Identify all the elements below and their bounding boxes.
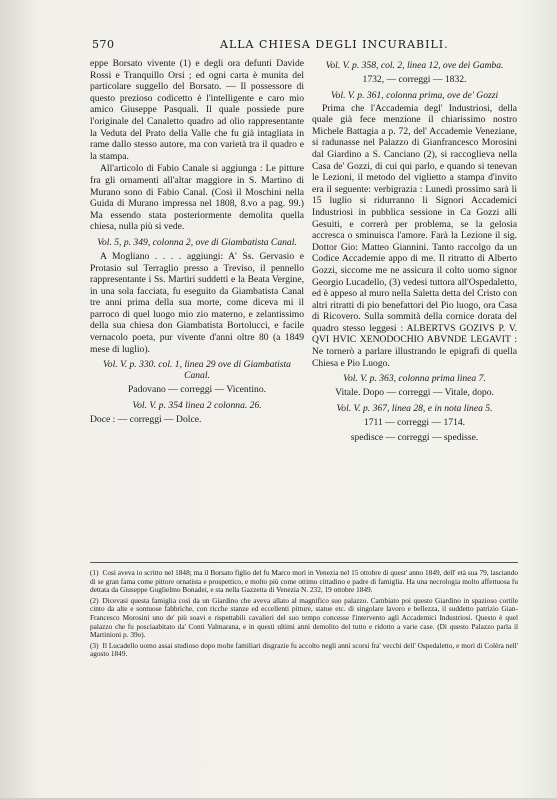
paragraph-fabio-canale: All'articolo di Fabio Canale si aggiunga : Le pitture fra gli ornamenti all'altar maggiore in S. Martino di Murano sono di Fabio Canal. (Così il Moschini nella Guida di Murano impressa nel 1808, 8.vo a pag. 99.) Ma essendo stata posteriormente demolita quella chiesa, nulla più si vede. (90, 163, 304, 233)
footnote-1-text: Così aveva io scritto nel 1848; ma il Borsato figlio del fu Marco morì in Venezia nel 15 ottobre di quest' anno 1849, dell' età sua 79, lasciando di se gran fama come pittore ornatista e prospettico, e molto più come ottimo cittadino e padre di famiglia. Ha una necrologia molto affettuosa fu dettata da Giuseppe Guglielmo Bonadei, e sta nella Gazzetta di Venezia N. 232, 19 ottobre 1849. (90, 568, 518, 595)
correction-vitale: Vitale. Dopo — correggi — Vitale, dopo. (335, 387, 494, 399)
section-heading-vol5-p367: Vol. V. p. 367, linea 28, e in nota linea 5. (336, 402, 493, 414)
footnote-3-text: Il Lucadello uomo assai studioso dopo molte familiari disgrazie fu accolto negli anni scorsi fra' vecchi dell' Ospedaletto, e morì di Colèra nell' agosto 1849. (90, 640, 518, 659)
section-heading-vol5-p354: Vol. V. p. 354 linea 2 colonna. 26. (132, 399, 262, 411)
footnote-3 (90, 642, 518, 659)
footnote-1 (90, 569, 518, 595)
running-title: ALLA CHIESA DEGLI INCURABILI. (220, 38, 449, 51)
paragraph-mogliano: A Mogliano . . . . aggiungi: A' Ss. Gervasio e Protasio sul Terraglio presso a Treviso, il pennello rappresentante i Ss. Martiri suddetti e la Beata Vergine, in una sola facciata, fu eseguito da Giambatista Canal tre anni prima della sua morte, come diceva mi il parroco di quel luogo mio zio materno, e zelantissimo della sua chiesa don Giambatista Bortolucci, e facile vernacolo poeta, pur vivente d'anni oltre 80 (a 1849 mese di luglio). (90, 250, 304, 355)
left-column (90, 58, 304, 429)
page-header (92, 38, 517, 54)
footnote-2 (90, 597, 518, 640)
footnote-2-text: Dicevasi questa famiglia così da un Giardino che aveva allato al magnifico suo palazzo. Cambiato poi questo Giardino in spazioso cortile cinto da alte e sontuose fabbriche, con ricche stanze ed eccellenti pitture, statue etc. di singolare lavoro e bellezza, il suddetto patrizio Gian-Francesco Morosini uno de' più soavi e rispettabili cavalieri del suo tempo concesse l'intervento agli Accademici Industriosi. Questo è quel palazzo che fu posciaabitato da' Conti Valmarana, e in questi ultimi anni demolito del tutto e ridotto a varie case. (Di questo Palazzo parla il Martinioni p. 39o). (90, 595, 518, 640)
correction-spedisce: spedisce — correggi — spedisse. (350, 432, 479, 444)
section-heading-vol5-p361: Vol. V. p. 361, colonna prima, ove de' Gozzi (330, 89, 499, 101)
footnotes (90, 562, 518, 661)
footnote-1-number: (1) (90, 568, 99, 577)
correction-1711: 1711 — correggi — 1714. (363, 416, 466, 428)
footnote-3-number: (3) (90, 640, 99, 650)
section-heading-vol5-p349: Vol. 5, p. 349, colonna 2, ove di Giambatista Canal. (97, 236, 297, 248)
correction-1732: 1732, — correggi — 1832. (362, 74, 467, 85)
correction-doce: Doce : — correggi — Dolce. (90, 413, 202, 425)
correction-padovano: Padovano — correggi — Vicentino. (127, 384, 267, 396)
paragraph-borsato: eppe Borsato vivente (1) e degli ora defunti Davide Rossi e Tranquillo Orsi ; ed ogni carta è munita del particolare suggello del Borsato. — Il possessore di questo prezioso codicetto è l'intelligente e caro mio amico Giuseppe Pasquali. Il quale possiede pure l'originale del Canaletto quadro ad olio rappresentante la Veduta del Prato della Valle che fu già intagliata in rame dallo stesso autore, ma con varietà tra il quadro e la stampa. (90, 58, 304, 162)
section-heading-vol5-p363: Vol. V. p. 363, colonna prima linea 7. (343, 373, 486, 385)
right-column (312, 58, 517, 448)
footnote-2-number: (2) (90, 595, 99, 605)
section-heading-vol5-p358: Vol. V. p. 358, col. 2, linea 12, ove dei Gamba. (325, 60, 504, 71)
page-number: 570 (92, 38, 115, 51)
paragraph-accademia-industriosi: Prima che l'Accademia degl' Industriosi, della quale già fece menzione il chiarissimo nostro Michele Battagia a p. 72, del' Accademie Veneziane, si radunasse nel Palazzo di Gianfrancesco Morosini dal Giardino a S. Canciano (2), si raccoglieva nella Casa de' Gozzi, di cui qui parlo, e quando si tenevan le Lezioni, il metodo del viglietto a stampa d'invito era il seguente: verbigrazia : Lunedì prossimo sarà li 15 luglio si ridurranno li Signori Accademici Industriosi in pubblica sessione in Ca Gozzi alli Gesuiti, e correrà per problema, se la gelosia accresca o sminuisca l'amore. Farà la Lezione il sig. Dottor Gio: Matteo Giannini. Tanto raccolgo da un Codice Accademie appo di me. Il ritratto di Alberto Gozzi, siccome me ne assicura il colto uomo signor Georgio Lucadello, (3) vedesi tuttora all'Ospedaletto, ed è appeso al muro nella Saletta detta del Cristo con altri ritratti di pio benefattori del Pio luogo, ora Casa di Ricovero. Sulla sommità della cornice dorata del quadro stesso leggesi : ALBERTVS GOZIVS P. V. QVI HVIC XENODOCHIO ABVNDE LEGAVIT : Ne tornerò a parlare illustrando le epigrafi di quella Chiesa e Pio Luogo. (312, 102, 517, 369)
section-heading-vol5-p330: Vol. V. p. 330. col. 1, linea 29 ove di Giambatista Canal. (103, 359, 291, 382)
